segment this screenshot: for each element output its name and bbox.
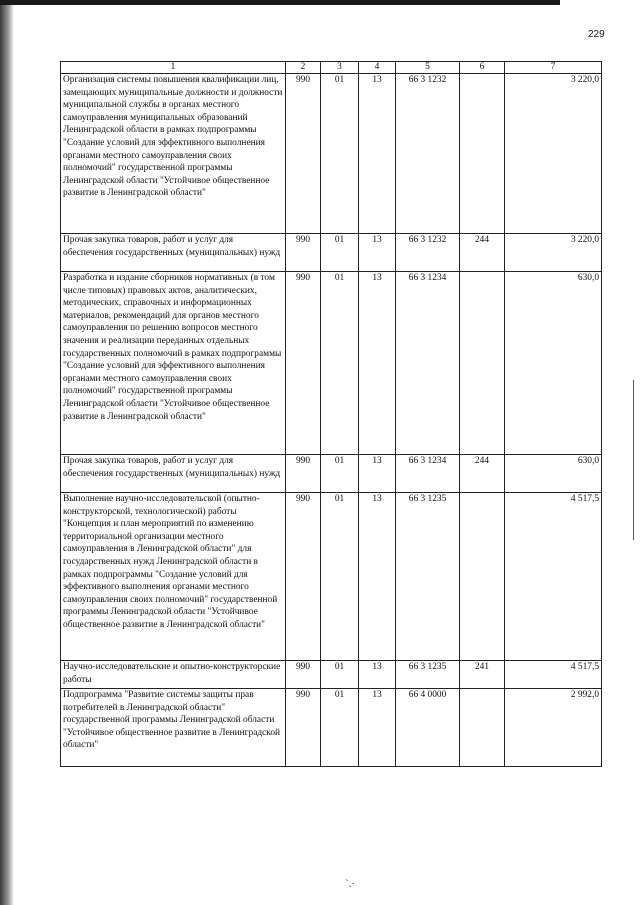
row-expense-type xyxy=(460,74,505,234)
header-col-1: 1 xyxy=(61,62,286,74)
row-subsection-code: 13 xyxy=(359,493,396,661)
row-amount: 630,0 xyxy=(505,455,602,493)
row-subsection-code: 13 xyxy=(359,455,396,493)
scan-speck: `.· xyxy=(345,878,356,890)
row-expense-type: 244 xyxy=(460,455,505,493)
scan-edge-shadow xyxy=(0,0,14,905)
row-amount: 3 220,0 xyxy=(505,234,602,272)
scan-artifact-line xyxy=(633,380,634,540)
row-ministry-code: 990 xyxy=(286,272,321,455)
row-description: Подпрограмма "Развитие системы защиты прав потребителей в Ленинградской области" государственной программы Ленинградской области "Устойчивое общественное развитие в Ленинградской области" xyxy=(61,689,286,767)
row-amount: 630,0 xyxy=(505,272,602,455)
row-description: Прочая закупка товаров, работ и услуг для обеспечения государственных (муниципальных) нужд xyxy=(61,234,286,272)
header-col-7: 7 xyxy=(505,62,602,74)
row-ministry-code: 990 xyxy=(286,234,321,272)
page-number: 229 xyxy=(588,29,605,40)
budget-table xyxy=(60,61,602,767)
row-ministry-code: 990 xyxy=(286,661,321,689)
table-row xyxy=(61,493,602,661)
row-amount: 3 220,0 xyxy=(505,74,602,234)
row-target-article: 66 3 1234 xyxy=(396,455,460,493)
row-expense-type xyxy=(460,493,505,661)
row-subsection-code: 13 xyxy=(359,74,396,234)
row-description: Разработка и издание сборников нормативных (в том числе типовых) правовых актов, аналитических, методических, справочных и информационных материалов, рекомендаций для органов местного самоуправления по решению вопросов местного значения и реализации переданных отдельных государственных полномочий в рамках подпрограммы "Создание условий для эффективного выполнения органами местного самоуправления своих полномочий" государственной программы Ленинградской области "Устойчивое общественное развитие в Ленинградской области" xyxy=(61,272,286,455)
table-header-row xyxy=(61,62,602,74)
row-section-code: 01 xyxy=(321,493,359,661)
row-section-code: 01 xyxy=(321,74,359,234)
row-target-article: 66 3 1235 xyxy=(396,661,460,689)
table-row xyxy=(61,272,602,455)
row-target-article: 66 3 1235 xyxy=(396,493,460,661)
header-col-5: 5 xyxy=(396,62,460,74)
row-target-article: 66 4 0000 xyxy=(396,689,460,767)
row-section-code: 01 xyxy=(321,455,359,493)
row-section-code: 01 xyxy=(321,234,359,272)
row-expense-type: 241 xyxy=(460,661,505,689)
header-col-2: 2 xyxy=(286,62,321,74)
row-ministry-code: 990 xyxy=(286,74,321,234)
row-description: Научно-исследовательские и опытно-конструкторские работы xyxy=(61,661,286,689)
row-subsection-code: 13 xyxy=(359,234,396,272)
row-amount: 4 517,5 xyxy=(505,493,602,661)
row-expense-type: 244 xyxy=(460,234,505,272)
table-row xyxy=(61,74,602,234)
table-row xyxy=(61,455,602,493)
table-row xyxy=(61,661,602,689)
row-target-article: 66 3 1232 xyxy=(396,234,460,272)
row-expense-type xyxy=(460,689,505,767)
row-amount: 4 517,5 xyxy=(505,661,602,689)
row-section-code: 01 xyxy=(321,689,359,767)
header-col-3: 3 xyxy=(321,62,359,74)
row-ministry-code: 990 xyxy=(286,455,321,493)
row-subsection-code: 13 xyxy=(359,689,396,767)
row-description: Выполнение научно-исследовательской (опытно-конструкторской, технологической) работы "Концепция и план мероприятий по изменению территориальной организации местного самоуправления в Ленинградской области" для государственных нужд Ленинградской области в рамках подпрограммы "Создание условий для эффективного выполнения органами местного самоуправления своих полномочий" государственной программы Ленинградской области "Устойчивое общественное развитие в Ленинградской области" xyxy=(61,493,286,661)
scan-top-border xyxy=(0,0,560,5)
row-section-code: 01 xyxy=(321,661,359,689)
header-col-4: 4 xyxy=(359,62,396,74)
table-row xyxy=(61,689,602,767)
row-subsection-code: 13 xyxy=(359,272,396,455)
row-amount: 2 992,0 xyxy=(505,689,602,767)
row-subsection-code: 13 xyxy=(359,661,396,689)
row-target-article: 66 3 1234 xyxy=(396,272,460,455)
row-section-code: 01 xyxy=(321,272,359,455)
row-ministry-code: 990 xyxy=(286,493,321,661)
row-target-article: 66 3 1232 xyxy=(396,74,460,234)
header-col-6: 6 xyxy=(460,62,505,74)
row-expense-type xyxy=(460,272,505,455)
row-ministry-code: 990 xyxy=(286,689,321,767)
table-row xyxy=(61,234,602,272)
row-description: Прочая закупка товаров, работ и услуг для обеспечения государственных (муниципальных) нужд xyxy=(61,455,286,493)
row-description: Организация системы повышения квалификации лиц, замещающих муниципальные должности и должности муниципальной службы в органах местного самоуправления муниципальных образований Ленинградской области в рамках подпрограммы "Создание условий для эффективного выполнения органами местного самоуправления своих полномочий" государственной программы Ленинградской области "Устойчивое общественное развитие в Ленинградской области" xyxy=(61,74,286,234)
